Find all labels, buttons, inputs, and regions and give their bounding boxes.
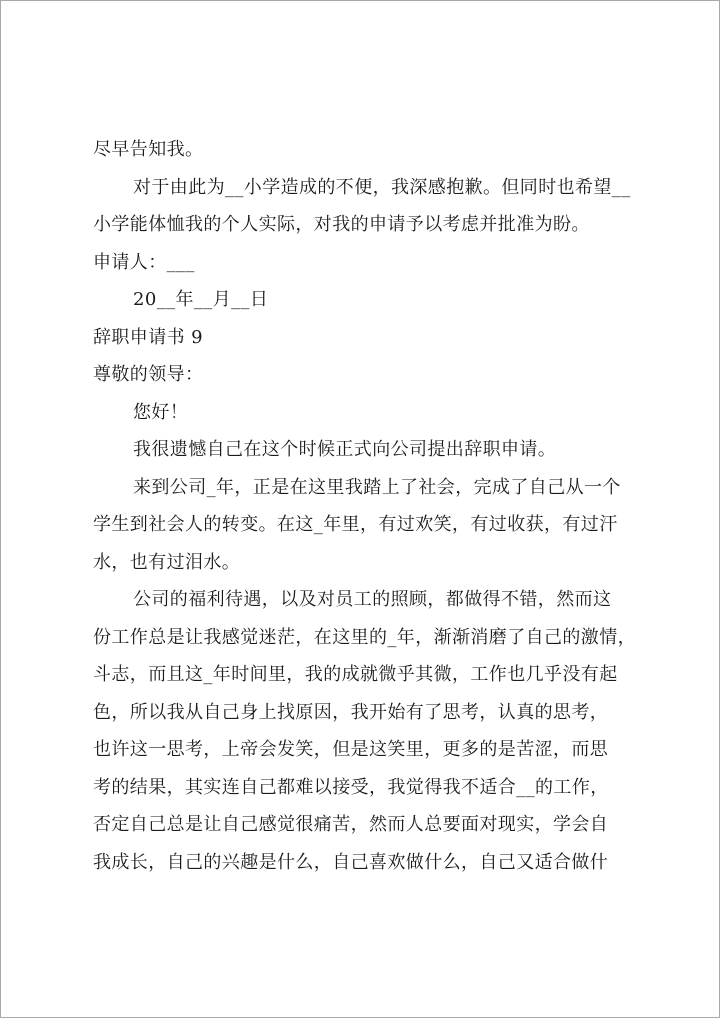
text-line: 我成长，自己的兴趣是什么，自己喜欢做什么，自己又适合做什: [93, 851, 609, 873]
text-line: 尽早告知我。: [93, 139, 204, 160]
text-line: 考的结果，其实连自己都难以接受，我觉得我不适合__的工作，: [93, 776, 609, 798]
greeting: 您好！: [133, 401, 189, 423]
text-line: 水，也有过泪水。: [93, 551, 241, 573]
text-line: 公司的福利待遇，以及对员工的照顾，都做得不错，然而这: [133, 589, 612, 610]
text-line: 斗志，而且这_年时间里，我的成就微乎其微，工作也几乎没有起: [93, 664, 618, 685]
applicant-line: 申请人：___: [93, 251, 195, 273]
section-title: 辞职申请书 9: [93, 326, 203, 348]
text-line: 份工作总是让我感觉迷茫，在这里的_年，渐渐消磨了自己的激情，: [93, 626, 636, 648]
text-line: 我很遗憾自己在这个时候正式向公司提出辞职申请。: [133, 439, 557, 460]
text-line: 小学能体恤我的个人实际，对我的申请予以考虑并批准为盼。: [93, 214, 590, 235]
text-line: 也许这一思考，上帝会发笑，但是这笑里，更多的是苦涩，而思: [93, 739, 609, 760]
text-line: 色，所以我从自己身上找原因，我开始有了思考，认真的思考，: [93, 701, 609, 723]
date-line: 20__年__月__日: [133, 289, 269, 310]
text-line: 来到公司_年，正是在这里我踏上了社会，完成了自己从一个: [133, 476, 621, 498]
text-line: 对于由此为__小学造成的不便，我深感抱歉。但同时也希望__: [133, 176, 631, 198]
text-line: 学生到社会人的转变。在这_年里，有过欢笑，有过收获，有过汗: [93, 514, 618, 535]
document-body: [93, 131, 641, 881]
text-line: 否定自己总是让自己感觉很痛苦，然而人总要面对现实，学会自: [93, 814, 609, 835]
salutation: 尊敬的领导：: [93, 364, 204, 385]
